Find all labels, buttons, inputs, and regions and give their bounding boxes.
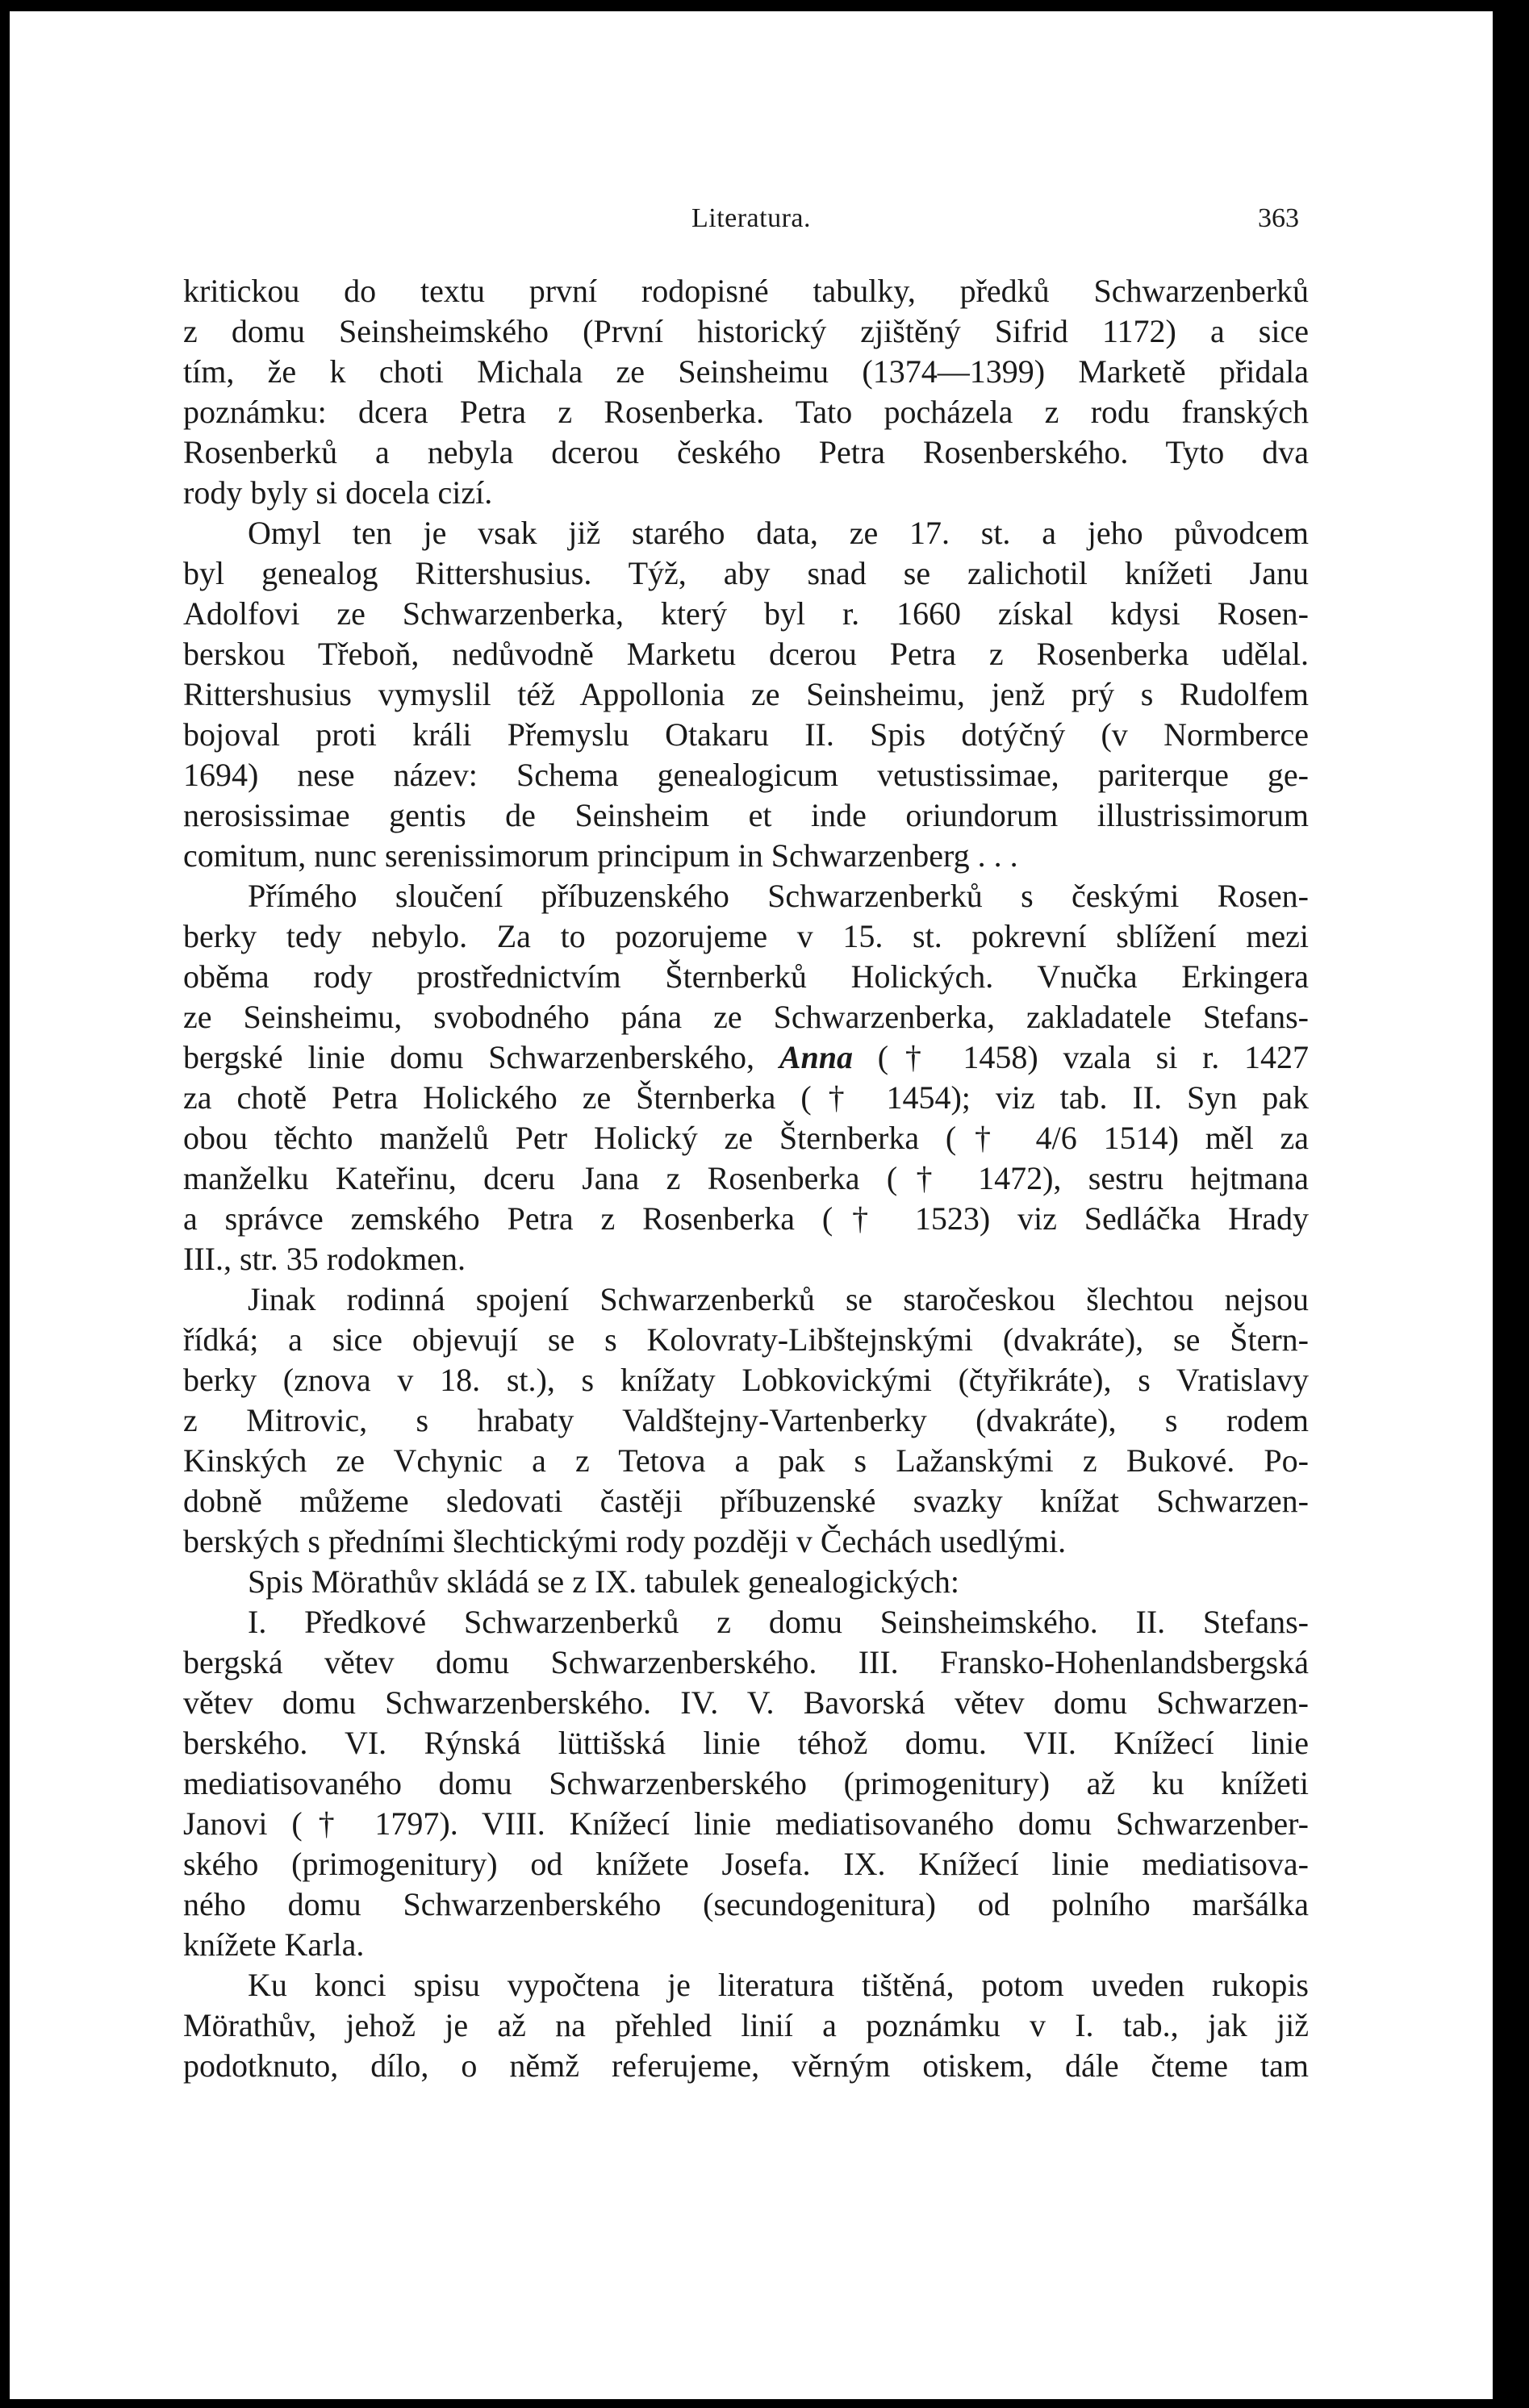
text-line: berky tedy nebylo. Za to pozorujeme v 15. st. pokrevní sblížení mezi [183,918,1309,954]
text-line: a správce zemského Petra z Rosenberka († 1523) viz Sedláčka Hrady [183,1200,1309,1237]
text-line: Přímého sloučení příbuzenského Schwarzenberků s českými Rosen- [248,878,1309,914]
text-line: Rittershusius vymyslil též Appollonia ze Seinsheimu, jenž prý s Rudolfem [183,676,1309,712]
text-line: větev domu Schwarzenberského. IV. V. Bavorská větev domu Schwarzen- [183,1684,1309,1721]
text-line: nerosissimae gentis de Seinsheim et inde oriundorum illustrissimorum [183,797,1309,833]
text-line: Kinských ze Vchynic a z Tetova a pak s Lažanskými z Bukové. Po- [183,1442,1309,1479]
text-line: III., str. 35 rodokmen. [183,1241,466,1277]
text-segment: († 1458) vzala si r. 1427 [877,1039,1309,1075]
text-line: I. Předkové Schwarzenberků z domu Seinsheimského. II. Stefans- [248,1604,1309,1640]
text-line: poznámku: dcera Petra z Rosenberka. Tato pocházela z rodu franských [183,394,1309,430]
text-line: dobně můžeme sledovati častěji příbuzenské svazky knížat Schwarzen- [183,1483,1309,1519]
text-line: kritickou do textu první rodopisné tabulky, předků Schwarzenberků [183,273,1309,309]
text-line: podotknuto, dílo, o němž referujeme, věrným otiskem, dále čteme tam [183,2047,1309,2084]
text-line: berky (znova v 18. st.), s knížaty Lobkovickými (čtyřikráte), s Vratislavy [183,1362,1309,1398]
page-header [10,203,1493,244]
text-line: comitum, nunc serenissimorum principum in Schwarzenberg . . . [183,837,1018,874]
text-line: mediatisovaného domu Schwarzenberského (primogenitury) až ku knížeti [183,1765,1309,1801]
text-line: berskou Třeboň, nedůvodně Marketu dcerou Petra z Rosenberka udělal. [183,636,1309,672]
page-number: 363 [1258,203,1299,233]
scan-border [1493,11,1529,2399]
text-line: berských s předními šlechtickými rody později v Čechách usedlými. [183,1523,1067,1559]
text-line: berského. VI. Rýnská lüttišská linie téhož domu. VII. Knížecí linie [183,1725,1309,1761]
text-line: Rosenberků a nebyla dcerou českého Petra Rosenberského. Tyto dva [183,434,1309,470]
text-line: řídká; a sice objevují se s Kolovraty-Libštejnskými (dvakráte), se Štern- [183,1321,1309,1358]
text-line: Omyl ten je vsak již starého data, ze 17. st. a jeho původcem [248,515,1309,551]
text-line: z domu Seinsheimského (První historický zjištěný Sifrid 1172) a sice [183,313,1309,349]
text-line: ského (primogenitury) od knížete Josefa. IX. Knížecí linie mediatisova- [183,1846,1309,1882]
text-line: byl genealog Rittershusius. Týž, aby snad se zalichotil knížeti Janu [183,555,1309,591]
text-line: rody byly si docela cizí. [183,474,493,511]
italic-name: Anna [779,1039,854,1075]
text-segment: bergské linie domu Schwarzenberského, [183,1039,755,1075]
text-line: ného domu Schwarzenberského (secundogenitura) od polního maršálka [183,1886,1309,1922]
text-line: oběma rody prostřednictvím Šternberků Holických. Vnučka Erkingera [183,958,1309,995]
text-line: ze Seinsheimu, svobodného pána ze Schwarzenberka, zakladatele Stefans- [183,999,1309,1035]
text-line: Adolfovi ze Schwarzenberka, který byl r. 1660 získal kdysi Rosen- [183,595,1309,632]
text-line: Spis Mörathův skládá se z IX. tabulek genealogických: [248,1563,959,1600]
text-line: obou těchto manželů Petr Holický ze Šternberka († 4/6 1514) měl za [183,1120,1309,1156]
text-line: bojoval proti králi Přemyslu Otakaru II. Spis dotýčný (v Normberce [183,716,1309,753]
text-line: knížete Karla. [183,1926,365,1963]
text-line: za chotě Petra Holického ze Šternberka († 1454); viz tab. II. Syn pak [183,1079,1309,1116]
text-line: z Mitrovic, s hrabaty Valdštejny-Vartenberky (dvakráte), s rodem [183,1402,1309,1438]
text-line: 1694) nese název: Schema genealogicum vetustissimae, pariterque ge- [183,757,1309,793]
text-line: bergská větev domu Schwarzenberského. III. Fransko-Hohenlandsbergská [183,1644,1309,1680]
text-line: Jinak rodinná spojení Schwarzenberků se staročeskou šlechtou nejsou [248,1281,1309,1317]
text-line: tím, že k choti Michala ze Seinsheimu (1374—1399) Marketě přidala [183,353,1309,390]
text-line-with-name [183,1037,1309,1078]
text-line: Ku konci spisu vypočtena je literatura tištěná, potom uveden rukopis [248,1967,1309,2003]
text-line: Mörathův, jehož je až na přehled linií a poznámku v I. tab., jak již [183,2007,1309,2043]
body-text [183,271,1309,2086]
text-line: Janovi († 1797). VIII. Knížecí linie mediatisovaného domu Schwarzenber- [183,1805,1309,1842]
text-line: manželku Kateřinu, dceru Jana z Rosenberka († 1472), sestru hejtmana [183,1160,1309,1196]
running-title: Literatura. [691,203,812,233]
book-page [10,11,1493,2399]
